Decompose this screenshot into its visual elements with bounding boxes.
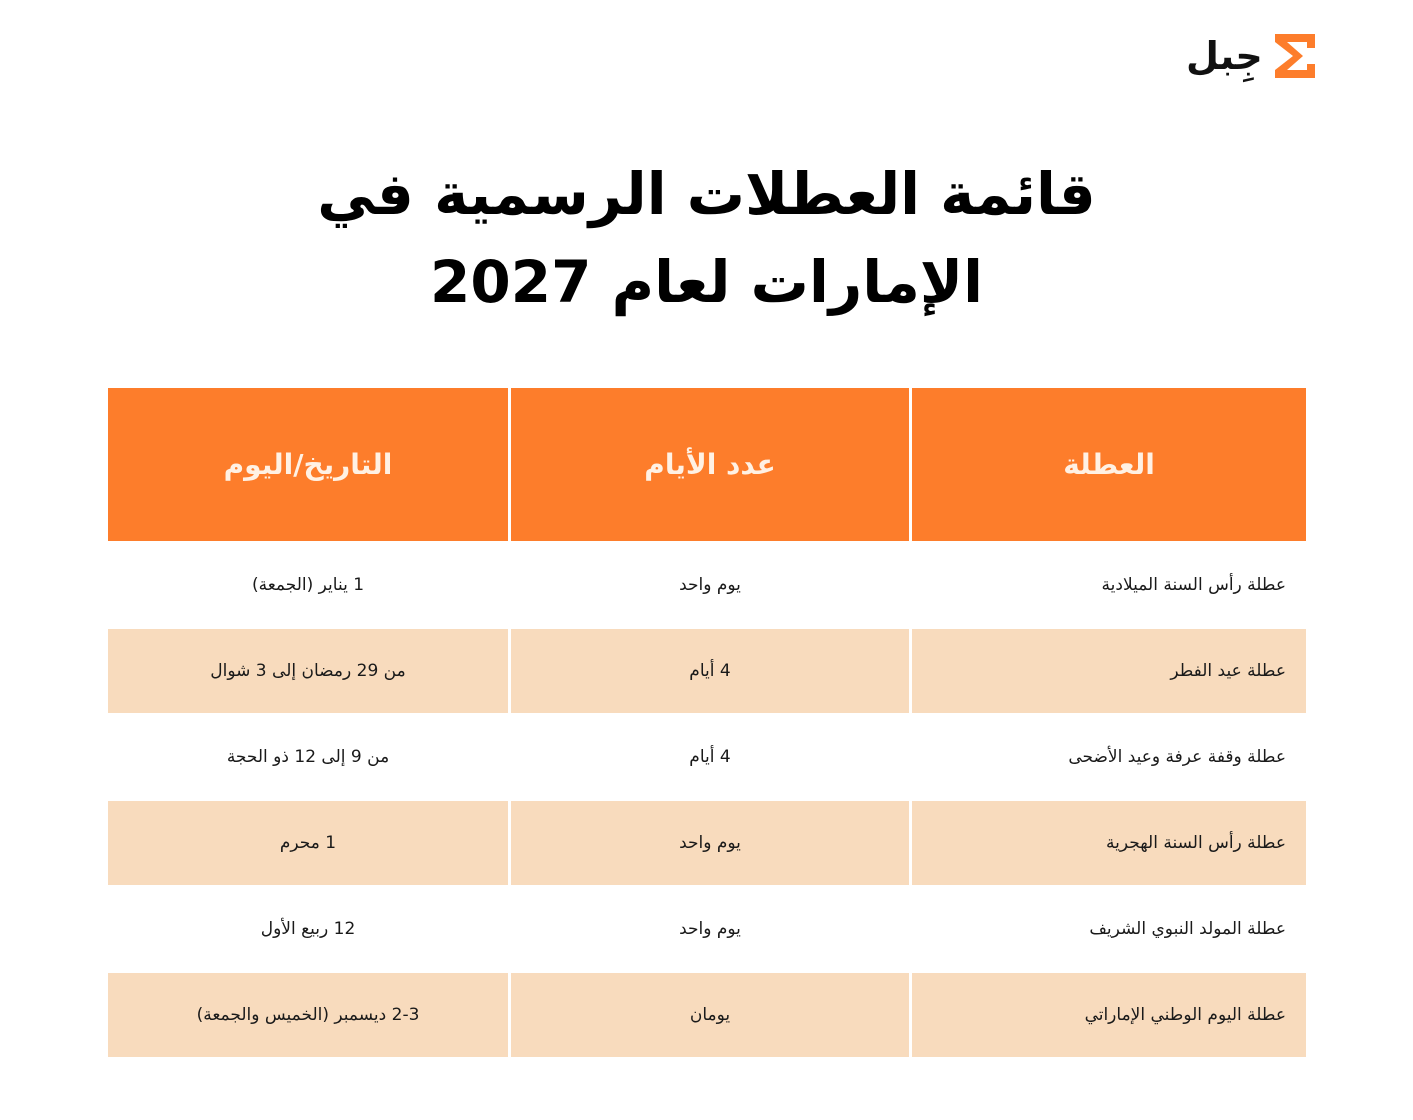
title-line-1: قائمة العطلات الرسمية في <box>317 160 1096 228</box>
holidays-table <box>108 388 1306 1059</box>
column-header-days: عدد الأيام <box>511 388 909 541</box>
holiday-cell: عطلة وقفة عرفة وعيد الأضحى <box>912 715 1306 799</box>
table-row <box>108 629 1306 713</box>
days-cell: يومان <box>511 973 909 1057</box>
holiday-cell: عطلة عيد الفطر <box>912 629 1306 713</box>
holiday-cell: عطلة رأس السنة الميلادية <box>912 543 1306 627</box>
days-cell: 4 أيام <box>511 629 909 713</box>
days-cell: يوم واحد <box>511 801 909 885</box>
table-row <box>108 801 1306 885</box>
hourglass-z-icon <box>1273 32 1317 80</box>
title-line-2: الإمارات لعام 2027 <box>430 248 983 316</box>
table-row <box>108 715 1306 799</box>
date-cell: 1 محرم <box>108 801 508 885</box>
column-header-holiday: العطلة <box>912 388 1306 541</box>
holiday-cell: عطلة اليوم الوطني الإماراتي <box>912 973 1306 1057</box>
page-title <box>0 150 1413 326</box>
table-row <box>108 973 1306 1057</box>
days-cell: يوم واحد <box>511 887 909 971</box>
column-header-date: التاريخ/اليوم <box>108 388 508 541</box>
date-cell: 2-3 ديسمبر (الخميس والجمعة) <box>108 973 508 1057</box>
brand-logo <box>1186 30 1317 82</box>
date-cell: 12 ربيع الأول <box>108 887 508 971</box>
days-cell: 4 أيام <box>511 715 909 799</box>
table-row <box>108 887 1306 971</box>
date-cell: من 9 إلى 12 ذو الحجة <box>108 715 508 799</box>
date-cell: 1 يناير (الجمعة) <box>108 543 508 627</box>
date-cell: من 29 رمضان إلى 3 شوال <box>108 629 508 713</box>
holiday-cell: عطلة المولد النبوي الشريف <box>912 887 1306 971</box>
table-header-row <box>108 388 1306 541</box>
table-row <box>108 543 1306 627</box>
days-cell: يوم واحد <box>511 543 909 627</box>
holiday-cell: عطلة رأس السنة الهجرية <box>912 801 1306 885</box>
logo-text: جِبل <box>1186 34 1263 78</box>
